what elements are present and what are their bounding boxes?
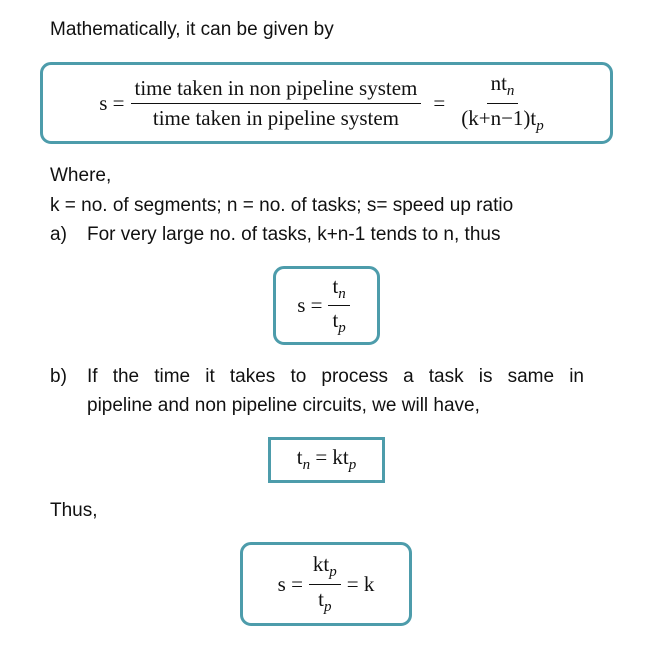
denominator: $t_p$ [332,308,346,337]
final-formula-box [240,542,412,626]
numerator: $kt_p$ [309,552,341,584]
item-b-text-line2: pipeline and non pipeline circuits, we will have, [87,395,480,416]
item-a-text: For very large no. of tasks, k+n-1 tends to n, thus [87,224,501,245]
numerator: $t_n$ [328,274,349,306]
denominator: time taken in pipeline system [152,105,400,130]
formula-lhs: s = [297,293,323,317]
equals: = [433,90,446,115]
large-n-formula-box [273,266,380,345]
formula-lhs: s = [99,90,125,115]
formula-lhs: s = [277,571,303,596]
intro-text: Mathematically, it can be given by [50,19,334,40]
fraction [309,552,341,615]
denominator: $(k+n-1)t_p$ [461,105,544,134]
item-b-text-line1: If the time it takes to process a task is same in [87,366,584,387]
formula-rhs: = k [346,571,375,596]
where-text: Where, [50,165,112,186]
fraction-time [131,76,422,131]
fraction-n [457,71,548,134]
formula: $t_n = kt_p$ [296,445,357,474]
denominator: $t_p$ [318,586,332,615]
item-b-label: b) [50,366,67,387]
thus-text: Thus, [50,500,98,521]
numerator: time taken in non pipeline system [131,76,422,104]
definitions-text: k = no. of segments; n = no. of tasks; s= speed up ratio [50,195,514,216]
speedup-formula-box [40,62,613,144]
numerator: $nt_n$ [487,71,519,103]
fraction [328,274,349,337]
item-a-label: a) [50,224,67,245]
tn-formula-box [268,437,385,483]
